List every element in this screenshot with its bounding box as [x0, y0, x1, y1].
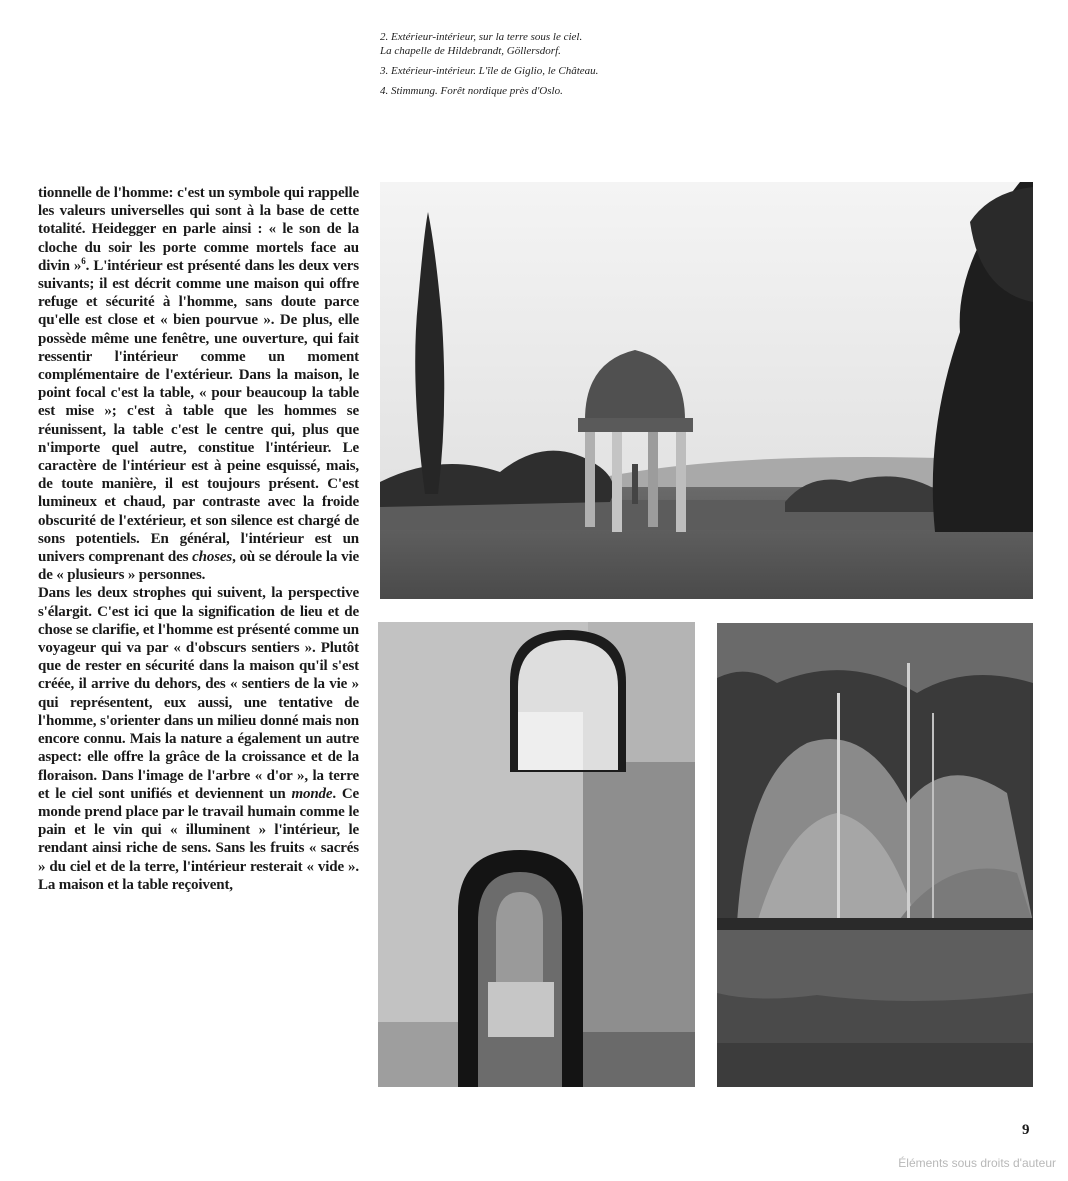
footnote-ref: 6	[81, 255, 86, 266]
caption-2	[380, 30, 800, 58]
paragraph-2: Dans les deux strophes qui suivent, la perspective s'élargit. C'est ici que la signification de lieu et de chose se clarifie, et l'homme est présenté comme un voyageur qui va par « d'obscurs sentiers ». Plutôt que de rester en sécurité dans la maison qu'il s'est créée, il arrive du dehors, des « sentiers de la vie » qui représentent, eux aussi, une tentative de l'homme, s'orienter dans un milieu donné mais non encore connu. Mais la nature a également un autre aspect: elle offre la grâce de la croissance et de la floraison. Dans l'image de l'arbre « d'or », la terre et le ciel sont unifiés et deviennent un monde. Ce monde prend place par le travail humain comme le pain et le vin qui « illuminent » l'intérieur, le rendant ainsi riche de sens. Sans les fruits « sacrés » du ciel et de la terre, l'intérieur resterait « vide ». La maison et la table reçoivent,	[38, 585, 360, 893]
paragraph-1: tionnelle de l'homme: c'est un symbole qui rappelle les valeurs universelles qui sont à la base de cette totalité. Heidegger en parle ainsi : « le son de la cloche du soir les porte comme mortels face au divin »$^6$. L'intérieur est présenté dans les deux vers suivants; il est décrit comme une maison qui offre refuge et sécurité à l'homme, sans doute parce qu'elle est close et « bien pourvue ». De plus, elle possède même une fenêtre, une ouverture, qui fait ressentir l'intérieur comme un moment complémentaire de l'extérieur. Dans la maison, le point focal c'est la table, « pour beaucoup la table est mise »; c'est à table que les hommes se réunissent, la table c'est le centre qui, plus que n'importe quel autre, constitue l'intérieur. Le caractère de l'intérieur est à peine esquissé, mais, de toute manière, il est toujours présent. C'est lumineux et chaud, par contraste avec la froide obscurité de l'extérieur, et son silence est chargé de sons potentiels. En général, l'intérieur est un univers comprenant des choses, où se déroule la vie de « plusieurs » personnes.	[38, 185, 360, 584]
page-number: 9	[1022, 1122, 1030, 1138]
caption-2-line-1: 2. Extérieur-intérieur, sur la terre sous le ciel.	[380, 31, 583, 43]
figure-captions	[380, 30, 800, 104]
arches-image	[378, 622, 695, 1087]
body-text-column	[38, 184, 359, 894]
caption-3	[380, 64, 800, 78]
caption-2-line-2: La chapelle de Hildebrandt, Göllersdorf.	[380, 45, 561, 57]
photo-chapel-landscape	[380, 182, 1033, 599]
copyright-watermark: Éléments sous droits d'auteur	[898, 1156, 1056, 1170]
caption-3-line-1: 3. Extérieur-intérieur. L'île de Giglio, le Château.	[380, 65, 599, 77]
caption-4-line-1: 4. Stimmung. Forêt nordique près d'Oslo.	[380, 85, 563, 97]
photo-nordic-forest	[717, 623, 1033, 1087]
forest-image	[717, 623, 1033, 1087]
caption-4	[380, 84, 800, 98]
photo-stone-arches	[378, 622, 695, 1087]
chapel-image	[380, 182, 1033, 599]
